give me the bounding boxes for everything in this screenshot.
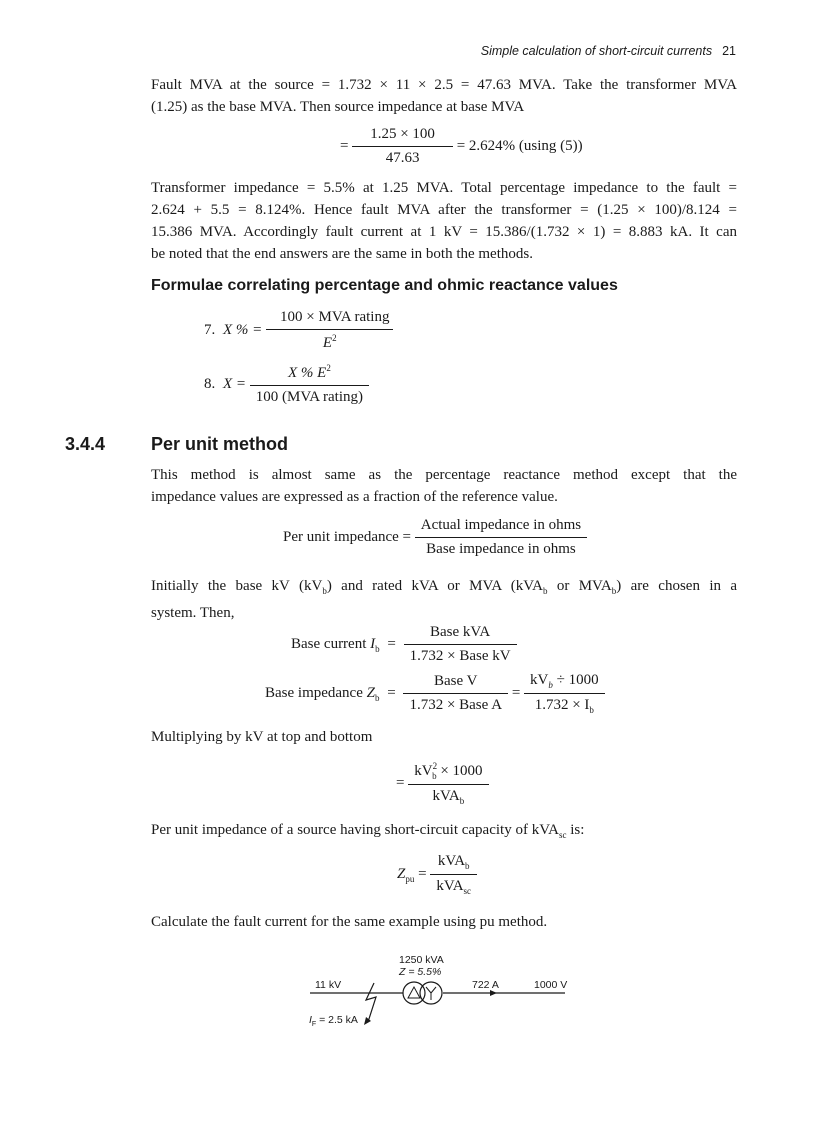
equals-sign: = xyxy=(396,774,405,791)
text-line: Initially the base kV $(kV_b)$ and rated kVA or MVA (kVA$_b$ or $MVA_b$) are chosen in a xyxy=(151,578,738,596)
fraction xyxy=(408,761,488,806)
equals-sign: = xyxy=(511,684,521,701)
text-line: This method is almost same as the percentage reactance method except that the xyxy=(151,467,737,483)
fraction xyxy=(430,853,477,896)
paragraph-multiplying xyxy=(151,726,737,748)
paragraph-fault-mva xyxy=(151,74,737,118)
paragraph-source-pu xyxy=(151,819,737,846)
delta-symbol xyxy=(408,987,420,998)
numerator: Base V xyxy=(403,673,508,694)
text-line: 2.624 + 5.5 = 8.124%. Hence fault MVA after the transformer = (1.25 × 100)/8.124 = xyxy=(151,202,737,218)
equation-lhs: Base current xyxy=(291,635,367,652)
equation-lhs: Per unit impedance = xyxy=(283,528,412,545)
equation-base-impedance: Base impedance $Z_b$ = $\frac{\text{Base V}}{\text{1.732 × Base A}}$ = $\frac{kV_b \div 1000}{1.732 \times I_b}$ xyxy=(265,672,605,715)
running-title: Simple calculation of short-circuit currents xyxy=(480,44,713,58)
equation-per-unit-impedance xyxy=(283,517,587,558)
running-header xyxy=(481,44,736,58)
fault-symbol xyxy=(366,983,376,1022)
equation-z-pu: $Z_{pu}$ = $\frac{kVA_b}{kVA_{sc}}$ xyxy=(397,853,477,896)
numerator: 1.25 × 100 xyxy=(352,126,453,147)
numerator: $kV^2_b \times 1000$ xyxy=(408,761,488,785)
page-number: 21 xyxy=(722,44,736,58)
paragraph-base-values xyxy=(151,575,737,624)
formula-number: 7. xyxy=(204,321,216,338)
variable: I xyxy=(370,635,376,652)
fraction xyxy=(403,673,508,714)
denominator: kVA$_b$ xyxy=(432,788,465,806)
formula-lhs: X = xyxy=(223,375,247,392)
text-line: system. Then, xyxy=(151,605,235,621)
variable: Z xyxy=(397,865,406,882)
equation-source-impedance xyxy=(340,126,583,167)
numerator: $kV_b \div 1000$ xyxy=(524,672,605,694)
denominator: 1.732 × Base A xyxy=(409,697,503,713)
denominator: Base impedance in ohms xyxy=(426,541,576,557)
denominator: $1.732 \times I_b$ xyxy=(534,697,594,715)
equals-sign: = xyxy=(387,684,396,701)
text-line: Calculate the fault current for the same example using pu method. xyxy=(151,914,548,930)
denominator: kVA$_{sc}$ xyxy=(436,878,472,896)
fault-arrowhead xyxy=(364,1017,371,1025)
text-line: Multiplying by kV at top and bottom xyxy=(151,729,373,745)
numerator: X % $E^2$ xyxy=(250,363,369,386)
fraction xyxy=(524,672,605,715)
fraction xyxy=(266,309,393,352)
paragraph-calculate xyxy=(151,911,737,933)
fraction xyxy=(404,624,517,665)
text-line: be noted that the end answers are the same in both the methods. xyxy=(151,246,533,262)
paragraph-pu-intro xyxy=(151,464,737,508)
section-number: 3.4.4 xyxy=(65,434,106,454)
equation-lhs: Base impedance xyxy=(265,684,363,701)
fraction xyxy=(352,126,453,167)
formula-lhs: X % = xyxy=(223,321,263,338)
section-title: Per unit method xyxy=(151,434,289,454)
current-label: 722 A xyxy=(472,979,499,991)
hv-voltage-label: 11 kV xyxy=(315,979,342,991)
formula-7 xyxy=(204,309,393,352)
denominator: 100 (MVA rating) xyxy=(255,389,364,405)
equals-sign: = xyxy=(340,137,349,154)
fraction xyxy=(415,517,587,558)
denominator: 1.732 × Base kV xyxy=(409,648,511,664)
fraction xyxy=(250,363,369,406)
transformer-rating: 1250 kVA xyxy=(399,954,444,966)
numerator: kVA$_b$ xyxy=(430,853,477,875)
formula-8 xyxy=(204,363,369,406)
equals-sign: = xyxy=(418,865,427,882)
paragraph-transformer-impedance xyxy=(151,177,737,265)
equals-sign: = xyxy=(387,635,396,652)
text-line: impedance values are expressed as a fraction of the reference value. xyxy=(151,489,558,505)
formula-number: 8. xyxy=(204,375,216,392)
transformer-primary-winding xyxy=(403,982,425,1004)
subheading-formulae: Formulae correlating percentage and ohmic reactance values xyxy=(151,277,618,294)
single-line-diagram xyxy=(303,950,583,1035)
fault-current-label: $I_F = 2.5$ kA xyxy=(309,1014,358,1029)
lv-voltage-label: 1000 V xyxy=(534,979,568,991)
equation-result: = 2.624% (using (5)) xyxy=(456,137,583,154)
denominator: $E^2$ xyxy=(322,333,337,351)
text-line: 15.386 MVA. Accordingly fault current at 1 kV = 15.386/(1.732 × 1) = 8.883 kA. It can xyxy=(151,224,737,240)
wye-symbol-left xyxy=(426,987,431,993)
numerator: Base kVA xyxy=(404,624,517,645)
equation-multiplied xyxy=(396,761,489,806)
text-line: (1.25) as the base MVA. Then source impedance at base MVA xyxy=(151,99,525,115)
variable: Z xyxy=(366,684,375,701)
transformer-impedance: Z = 5.5% xyxy=(399,966,442,978)
text-line: Transformer impedance = 5.5% at 1.25 MVA. Total percentage impedance to the fault = xyxy=(151,180,737,196)
wye-symbol-right xyxy=(431,987,436,993)
numerator: 100 × MVA rating xyxy=(266,309,393,330)
text-line: Per unit impedance of a source having short-circuit capacity of kVA$_{sc}$ is: xyxy=(151,822,585,840)
numerator: Actual impedance in ohms xyxy=(415,517,587,538)
text-line: Fault MVA at the source = 1.732 × 11 × 2.5 = 47.63 MVA. Take the transformer MVA xyxy=(151,77,737,93)
equation-base-current: Base current $I_b$ = $\frac{\text{Base kVA}}{\text{1.732 × Base kV}}$ xyxy=(291,624,517,665)
denominator: 47.63 xyxy=(385,150,420,166)
